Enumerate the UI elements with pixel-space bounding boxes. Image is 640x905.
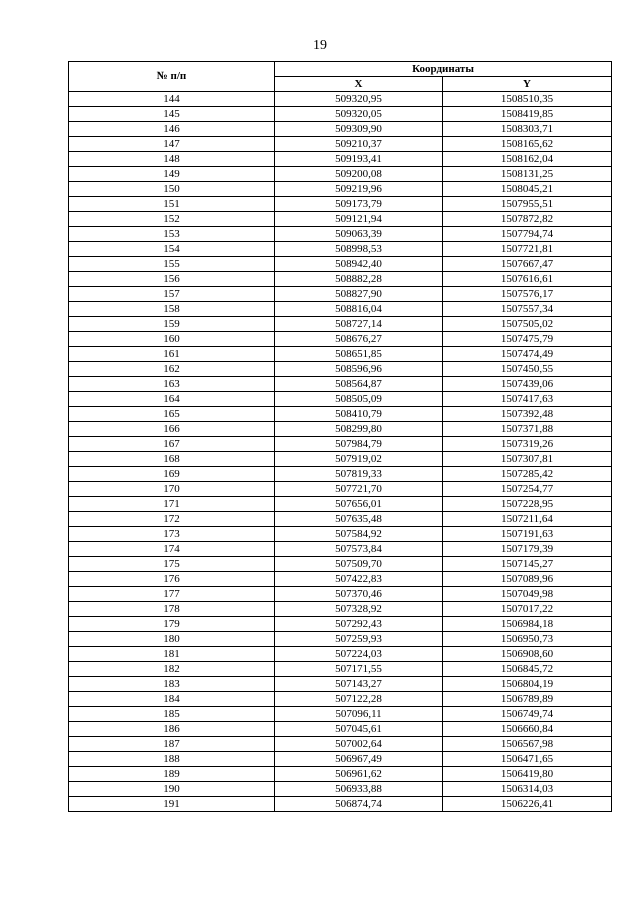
cell-x: 507370,46 [275, 587, 443, 602]
table-row [69, 287, 612, 302]
cell-y: 1506749,74 [443, 707, 612, 722]
cell-x: 508410,79 [275, 407, 443, 422]
cell-y: 1507179,39 [443, 542, 612, 557]
cell-y: 1506908,60 [443, 647, 612, 662]
cell-y: 1507505,02 [443, 317, 612, 332]
cell-number: 145 [69, 107, 275, 122]
column-header-x: X [275, 77, 443, 92]
cell-y: 1507576,17 [443, 287, 612, 302]
cell-x: 508882,28 [275, 272, 443, 287]
cell-y: 1507557,34 [443, 302, 612, 317]
table-row [69, 332, 612, 347]
cell-y: 1508131,25 [443, 167, 612, 182]
cell-x: 508827,90 [275, 287, 443, 302]
cell-number: 169 [69, 467, 275, 482]
cell-number: 179 [69, 617, 275, 632]
cell-x: 506933,88 [275, 782, 443, 797]
cell-x: 507143,27 [275, 677, 443, 692]
cell-y: 1507319,26 [443, 437, 612, 452]
table-row [69, 212, 612, 227]
cell-y: 1506789,89 [443, 692, 612, 707]
cell-y: 1507191,63 [443, 527, 612, 542]
table-row [69, 137, 612, 152]
table-row [69, 722, 612, 737]
cell-number: 189 [69, 767, 275, 782]
cell-number: 150 [69, 182, 275, 197]
cell-x: 507292,43 [275, 617, 443, 632]
table-row [69, 317, 612, 332]
column-header-number: № п/п [69, 62, 275, 92]
cell-x: 507919,02 [275, 452, 443, 467]
cell-number: 146 [69, 122, 275, 137]
cell-x: 508564,87 [275, 377, 443, 392]
cell-y: 1506471,65 [443, 752, 612, 767]
cell-number: 162 [69, 362, 275, 377]
cell-x: 507171,55 [275, 662, 443, 677]
table-row [69, 617, 612, 632]
column-group-header-coordinates: Координаты [275, 62, 612, 77]
coordinates-table [68, 61, 612, 812]
cell-x: 509121,94 [275, 212, 443, 227]
table-row [69, 407, 612, 422]
cell-number: 158 [69, 302, 275, 317]
cell-y: 1508303,71 [443, 122, 612, 137]
cell-x: 509063,39 [275, 227, 443, 242]
cell-y: 1507211,64 [443, 512, 612, 527]
cell-x: 506967,49 [275, 752, 443, 767]
cell-y: 1506567,98 [443, 737, 612, 752]
cell-number: 156 [69, 272, 275, 287]
cell-x: 507635,48 [275, 512, 443, 527]
table-row [69, 182, 612, 197]
cell-number: 151 [69, 197, 275, 212]
cell-number: 176 [69, 572, 275, 587]
table-row [69, 422, 612, 437]
coordinates-table-body [69, 92, 612, 812]
cell-number: 183 [69, 677, 275, 692]
cell-x: 509320,05 [275, 107, 443, 122]
cell-number: 160 [69, 332, 275, 347]
table-row [69, 497, 612, 512]
cell-x: 508998,53 [275, 242, 443, 257]
table-row [69, 737, 612, 752]
cell-y: 1507721,81 [443, 242, 612, 257]
cell-number: 173 [69, 527, 275, 542]
cell-x: 507045,61 [275, 722, 443, 737]
table-row [69, 587, 612, 602]
cell-y: 1507254,77 [443, 482, 612, 497]
cell-x: 509320,95 [275, 92, 443, 107]
coordinates-table-header [69, 62, 612, 92]
cell-x: 508727,14 [275, 317, 443, 332]
cell-x: 507122,28 [275, 692, 443, 707]
table-row [69, 242, 612, 257]
cell-number: 187 [69, 737, 275, 752]
cell-x: 507096,11 [275, 707, 443, 722]
cell-y: 1507417,63 [443, 392, 612, 407]
cell-x: 509210,37 [275, 137, 443, 152]
table-row [69, 482, 612, 497]
cell-y: 1507089,96 [443, 572, 612, 587]
table-row [69, 527, 612, 542]
cell-x: 507328,92 [275, 602, 443, 617]
cell-y: 1507371,88 [443, 422, 612, 437]
cell-x: 507819,33 [275, 467, 443, 482]
cell-x: 506961,62 [275, 767, 443, 782]
cell-y: 1506314,03 [443, 782, 612, 797]
cell-x: 507721,70 [275, 482, 443, 497]
cell-x: 509193,41 [275, 152, 443, 167]
cell-x: 509173,79 [275, 197, 443, 212]
cell-number: 149 [69, 167, 275, 182]
cell-number: 180 [69, 632, 275, 647]
cell-number: 182 [69, 662, 275, 677]
cell-y: 1507794,74 [443, 227, 612, 242]
cell-y: 1507228,95 [443, 497, 612, 512]
cell-number: 178 [69, 602, 275, 617]
cell-y: 1507145,27 [443, 557, 612, 572]
cell-number: 163 [69, 377, 275, 392]
cell-y: 1507872,82 [443, 212, 612, 227]
cell-y: 1507285,42 [443, 467, 612, 482]
table-row [69, 752, 612, 767]
cell-number: 188 [69, 752, 275, 767]
table-row [69, 467, 612, 482]
cell-y: 1507307,81 [443, 452, 612, 467]
cell-number: 191 [69, 797, 275, 812]
cell-y: 1506660,84 [443, 722, 612, 737]
cell-y: 1506804,19 [443, 677, 612, 692]
cell-number: 159 [69, 317, 275, 332]
table-row [69, 92, 612, 107]
cell-x: 507573,84 [275, 542, 443, 557]
cell-x: 507584,92 [275, 527, 443, 542]
cell-number: 170 [69, 482, 275, 497]
cell-number: 166 [69, 422, 275, 437]
cell-number: 157 [69, 287, 275, 302]
cell-x: 509219,96 [275, 182, 443, 197]
cell-y: 1506984,18 [443, 617, 612, 632]
table-row [69, 647, 612, 662]
table-row [69, 512, 612, 527]
cell-number: 152 [69, 212, 275, 227]
cell-x: 507259,93 [275, 632, 443, 647]
cell-x: 508942,40 [275, 257, 443, 272]
cell-y: 1508510,35 [443, 92, 612, 107]
cell-y: 1507475,79 [443, 332, 612, 347]
cell-number: 171 [69, 497, 275, 512]
table-row [69, 692, 612, 707]
cell-y: 1507049,98 [443, 587, 612, 602]
table-row [69, 557, 612, 572]
cell-number: 153 [69, 227, 275, 242]
cell-y: 1507474,49 [443, 347, 612, 362]
cell-y: 1507017,22 [443, 602, 612, 617]
table-row [69, 122, 612, 137]
cell-y: 1506226,41 [443, 797, 612, 812]
table-row [69, 197, 612, 212]
cell-y: 1508162,04 [443, 152, 612, 167]
table-row [69, 272, 612, 287]
table-row [69, 677, 612, 692]
cell-y: 1508165,62 [443, 137, 612, 152]
cell-x: 507422,83 [275, 572, 443, 587]
table-row [69, 662, 612, 677]
cell-number: 190 [69, 782, 275, 797]
cell-number: 174 [69, 542, 275, 557]
cell-y: 1506419,80 [443, 767, 612, 782]
table-row [69, 707, 612, 722]
cell-number: 185 [69, 707, 275, 722]
cell-number: 164 [69, 392, 275, 407]
cell-x: 508816,04 [275, 302, 443, 317]
cell-y: 1507439,06 [443, 377, 612, 392]
cell-number: 172 [69, 512, 275, 527]
cell-number: 186 [69, 722, 275, 737]
page-number: 19 [313, 38, 327, 53]
table-row [69, 542, 612, 557]
table-row [69, 602, 612, 617]
cell-x: 507224,03 [275, 647, 443, 662]
table-row [69, 572, 612, 587]
cell-number: 184 [69, 692, 275, 707]
cell-x: 508299,80 [275, 422, 443, 437]
table-row [69, 362, 612, 377]
cell-y: 1507450,55 [443, 362, 612, 377]
cell-x: 508596,96 [275, 362, 443, 377]
cell-number: 154 [69, 242, 275, 257]
table-row [69, 797, 612, 812]
cell-number: 167 [69, 437, 275, 452]
cell-number: 144 [69, 92, 275, 107]
table-row [69, 257, 612, 272]
cell-y: 1507616,61 [443, 272, 612, 287]
cell-x: 508651,85 [275, 347, 443, 362]
cell-number: 177 [69, 587, 275, 602]
column-header-y: Y [443, 77, 612, 92]
header-row-top [69, 62, 612, 77]
cell-x: 507984,79 [275, 437, 443, 452]
table-row [69, 167, 612, 182]
table-row [69, 302, 612, 317]
cell-number: 175 [69, 557, 275, 572]
table-row [69, 632, 612, 647]
cell-number: 165 [69, 407, 275, 422]
cell-number: 161 [69, 347, 275, 362]
cell-y: 1508045,21 [443, 182, 612, 197]
cell-number: 147 [69, 137, 275, 152]
cell-y: 1508419,85 [443, 107, 612, 122]
table-row [69, 782, 612, 797]
cell-x: 507656,01 [275, 497, 443, 512]
cell-y: 1507667,47 [443, 257, 612, 272]
cell-number: 148 [69, 152, 275, 167]
table-row [69, 227, 612, 242]
table-row [69, 437, 612, 452]
cell-x: 509200,08 [275, 167, 443, 182]
cell-number: 181 [69, 647, 275, 662]
cell-x: 506874,74 [275, 797, 443, 812]
cell-x: 507002,64 [275, 737, 443, 752]
cell-y: 1507392,48 [443, 407, 612, 422]
table-row [69, 377, 612, 392]
cell-x: 509309,90 [275, 122, 443, 137]
table-row [69, 107, 612, 122]
cell-x: 507509,70 [275, 557, 443, 572]
cell-y: 1506845,72 [443, 662, 612, 677]
cell-x: 508676,27 [275, 332, 443, 347]
table-row [69, 452, 612, 467]
table-row [69, 392, 612, 407]
cell-number: 168 [69, 452, 275, 467]
cell-number: 155 [69, 257, 275, 272]
cell-y: 1506950,73 [443, 632, 612, 647]
cell-y: 1507955,51 [443, 197, 612, 212]
table-row [69, 152, 612, 167]
table-row [69, 347, 612, 362]
table-row [69, 767, 612, 782]
cell-x: 508505,09 [275, 392, 443, 407]
